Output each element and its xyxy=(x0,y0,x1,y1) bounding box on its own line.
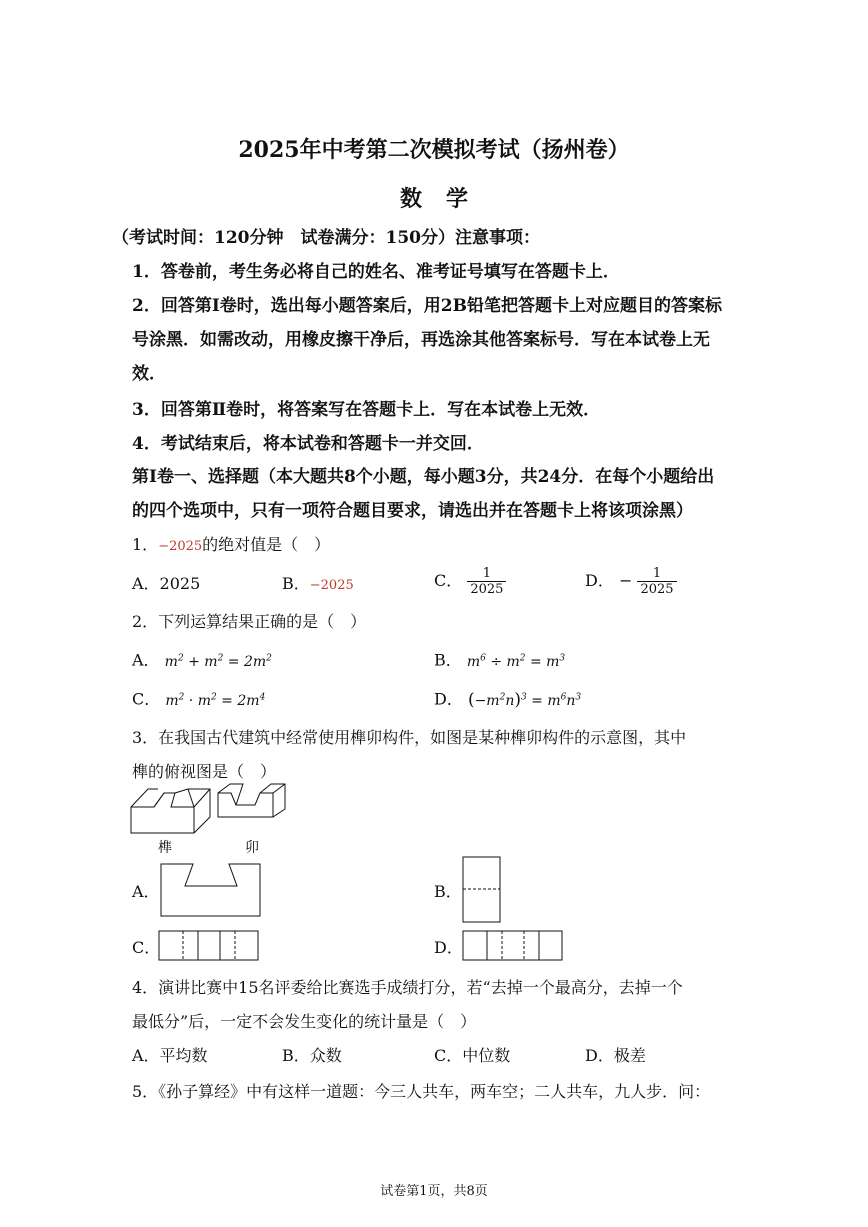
q2-option-c-formula: $m^2 \cdot m^2 = 2m^4$ xyxy=(165,692,266,709)
note-3: 3．回答第Ⅱ卷时，将答案写在答题卡上．写在本试卷上无效． xyxy=(132,400,601,420)
q3-option-d-label: D． xyxy=(434,938,463,957)
q1-option-c-fraction xyxy=(467,566,506,597)
q3-option-b-label: B． xyxy=(434,882,462,901)
q2-option-d xyxy=(434,685,581,713)
q1-suffix: 的绝对值是（ ） xyxy=(202,535,331,554)
mortise-front-face xyxy=(218,793,273,817)
q3-option-c-label: C． xyxy=(132,938,161,957)
q3-option-d-figure xyxy=(462,930,564,962)
exam-title: 2025年中考第二次模拟考试（扬州卷） xyxy=(238,137,630,163)
q1-prefix: 1． xyxy=(132,535,159,554)
q1-option-d-label: D． xyxy=(585,571,614,590)
tenon-front-face xyxy=(131,793,194,833)
q3-option-a-figure xyxy=(160,861,262,918)
q2-option-a-formula: $m^2 + m^2 = 2m^2$ xyxy=(164,653,272,670)
q1-option-d-fraction xyxy=(637,566,676,597)
q1-option-c-numerator: 1 xyxy=(467,566,506,582)
page-footer: 试卷第1页，共8页 xyxy=(380,1184,488,1199)
q2-option-d-formula: $(-m^2n)^3 = m^6n^3$ xyxy=(467,689,582,710)
note-4: 4．考试结束后，将本试卷和答题卡一并交回． xyxy=(132,434,484,454)
question-3-stem-line-2: 榫的俯视图是（ ） xyxy=(132,762,277,781)
q1-option-d-numerator: 1 xyxy=(637,566,676,582)
question-1-stem xyxy=(132,533,330,559)
q3-option-a-label: A． xyxy=(132,882,160,901)
question-2-stem: 2．下列运算结果正确的是（ ） xyxy=(132,612,367,631)
note-1: 1．答卷前，考生务必将自己的姓名、准考证号填写在答题卡上． xyxy=(132,262,620,282)
note-2-line-2: 号涂黑．如需改动，用橡皮擦干净后，再选涂其他答案标号．写在本试卷上无 xyxy=(132,330,710,350)
note-2-line-1: 2．回答第Ⅰ卷时，选出每小题答案后，用2B铅笔把答题卡上对应题目的答案标 xyxy=(132,296,722,316)
q2-option-c xyxy=(132,685,265,713)
q1-option-b-label: B． xyxy=(282,574,310,593)
q1-expression: −2025 xyxy=(158,539,203,554)
q4-option-a: A．平均数 xyxy=(132,1046,208,1065)
q2-option-a xyxy=(132,646,272,674)
q2-option-b xyxy=(434,646,565,674)
label-tenon: 榫 xyxy=(158,840,172,856)
q4-option-d: D．极差 xyxy=(585,1046,646,1065)
q4-option-b: B．众数 xyxy=(282,1046,342,1065)
question-5-stem-line-1: 5．《孙子算经》中有这样一道题：今三人共车，两车空；二人共车，九人步．问： xyxy=(132,1082,711,1101)
section-heading-line-2: 的四个选项中，只有一项符合题目要求，请选出并在答题卡上将该项涂黑） xyxy=(132,501,693,521)
q1-option-c-denominator: 2025 xyxy=(470,582,504,597)
subject-title: 数学 xyxy=(399,186,492,212)
tenon-mortise-figure xyxy=(128,783,300,839)
q1-option-a: A．2025 xyxy=(132,574,201,593)
q2-option-c-label: C． xyxy=(132,689,161,709)
section-heading-line-1: 第Ⅰ卷一、选择题（本大题共8个小题，每小题3分，共24分．在每个小题给出 xyxy=(132,467,715,487)
q2-option-b-label: B． xyxy=(434,650,462,670)
note-2-line-3: 效． xyxy=(132,364,166,384)
q3-option-b-figure xyxy=(462,856,502,924)
q2-option-a-label: A． xyxy=(132,650,160,670)
question-3-stem-line-1: 3．在我国古代建筑中经常使用榫卯构件，如图是某种榫卯构件的示意图，其中 xyxy=(132,728,687,747)
q2-option-b-formula: $m^6 \div m^2 = m^3$ xyxy=(466,653,566,670)
q1-option-c xyxy=(434,566,506,597)
question-4-stem-line-2: 最低分”后，一定不会发生变化的统计量是（ ） xyxy=(132,1012,477,1031)
q1-option-b xyxy=(282,572,354,598)
q4-option-c: C．中位数 xyxy=(434,1046,511,1065)
question-4-stem-line-1: 4．演讲比赛中15名评委给比赛选手成绩打分，若“去掉一个最高分，去掉一个 xyxy=(132,978,683,997)
q1-option-d xyxy=(585,566,677,597)
q1-option-d-sign: − xyxy=(618,571,633,590)
exam-info: （考试时间：120分钟 试卷满分：150分）注意事项： xyxy=(112,228,540,248)
q2-option-d-label: D． xyxy=(434,689,463,709)
q1-option-d-denominator: 2025 xyxy=(640,582,674,597)
label-mortise: 卯 xyxy=(245,840,259,856)
q3-option-c-figure xyxy=(158,930,260,962)
q1-option-c-label: C． xyxy=(434,571,463,590)
q1-option-b-expr: −2025 xyxy=(309,578,354,593)
